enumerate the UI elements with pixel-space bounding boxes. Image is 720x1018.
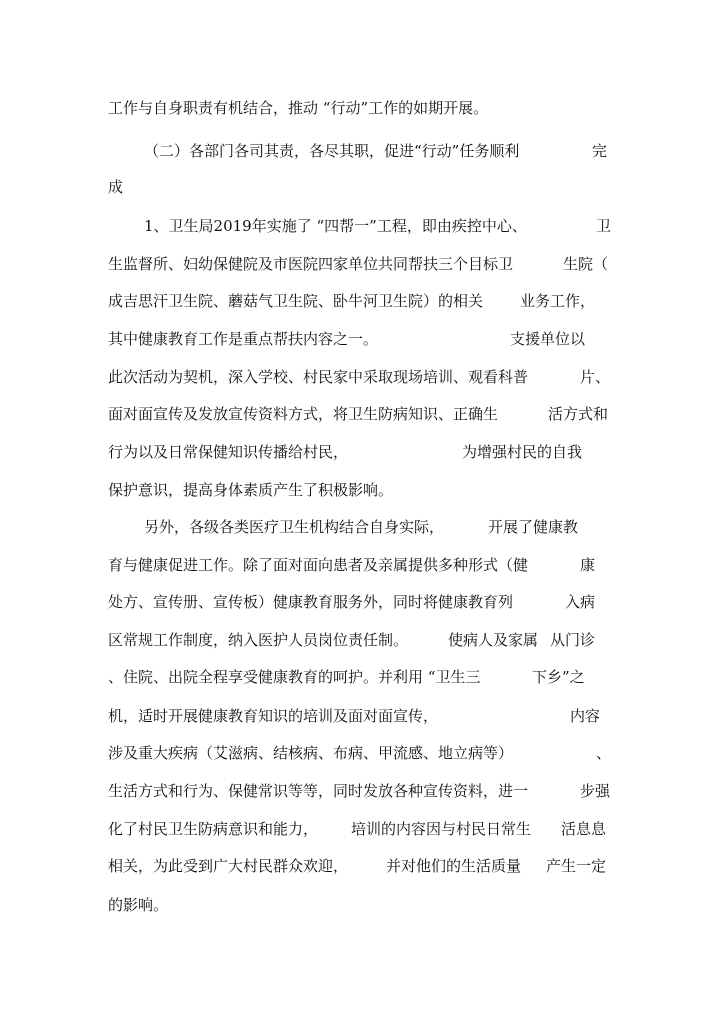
line-segment: 1、卫生局2019年实施了 “四帮一”工程，即由疾控中心、: [144, 217, 527, 235]
line-segment: 、住院、出院全程享受健康教育的呵护。并利用 “卫生三: [108, 668, 481, 686]
line-segment: 化了村民卫生防病意识和能力，: [108, 820, 319, 838]
line-segment: 行为以及日常保健知识传播给村民，: [108, 443, 349, 461]
text-line: [0, 440, 720, 464]
line-segment: 成: [108, 178, 124, 196]
line-segment: 此次活动为契机，深入学校、村民家中采取现场培训、观看科普: [108, 368, 529, 386]
line-segment: 并对他们的生活质量: [386, 857, 522, 875]
line-segment: 成吉思汗卫生院、蘑菇气卫生院、卧牛河卫生院）的相关: [108, 292, 484, 310]
line-segment: 开展了健康教: [488, 518, 579, 536]
line-segment: 保护意识，提高身体素质产生了积极影响。: [108, 481, 394, 499]
line-segment: 下乡”之: [532, 668, 585, 686]
line-segment: 康: [580, 556, 596, 574]
text-line: [0, 590, 720, 614]
line-segment: 产生一定: [546, 857, 607, 875]
text-line: [0, 779, 720, 803]
line-segment: 活方式和: [548, 405, 609, 423]
text-line: [0, 515, 720, 539]
line-segment: 业务工作，: [520, 292, 596, 310]
text-line: [0, 704, 720, 728]
text-line: [0, 139, 720, 163]
line-segment: 其中健康教育工作是重点帮扶内容之一。: [108, 330, 379, 348]
line-segment: 完: [592, 142, 608, 160]
line-segment: 培训的内容因与村民日常生: [351, 820, 532, 838]
line-segment: 活息息: [561, 820, 607, 838]
text-line: [0, 365, 720, 389]
text-line: [0, 893, 720, 917]
line-segment: （二）各部门各司其责，各尽其职，促进“行动”任务顺利: [144, 142, 520, 160]
line-segment: 生监督所、妇幼保健院及市医院四家单位共同帮扶三个目标卫: [108, 255, 514, 273]
line-segment: 的影响。: [108, 896, 169, 914]
text-line: [0, 854, 720, 878]
text-line: [0, 402, 720, 426]
line-segment: 生院（: [563, 255, 609, 273]
text-line: [0, 252, 720, 276]
line-segment: 步强: [580, 782, 611, 800]
line-segment: 生活方式和行为、保健常识等等，同时发放各种宣传资料，进一: [108, 782, 529, 800]
line-segment: 从门诊: [550, 631, 596, 649]
text-line: [0, 478, 720, 502]
line-segment: 育与健康促进工作。除了面对面向患者及亲属提供多种形式（健: [108, 556, 529, 574]
line-segment: 入病: [565, 593, 596, 611]
text-line: [0, 553, 720, 577]
text-line: [0, 628, 720, 652]
line-segment: 机，适时开展健康教育知识的培训及面对面宣传，: [108, 707, 439, 725]
text-line: [0, 214, 720, 238]
line-segment: 、: [596, 744, 612, 762]
text-line: [0, 96, 720, 120]
text-line: [0, 817, 720, 841]
line-segment: 支援单位以: [510, 330, 586, 348]
line-segment: 涉及重大疾病（艾滋病、结核病、布病、甲流感、地立病等）: [108, 744, 514, 762]
line-segment: 处方、宣传册、宣传板）健康教育服务外，同时将健康教育列: [108, 593, 514, 611]
line-segment: 片、: [580, 368, 611, 386]
line-segment: 区常规工作制度，纳入医护人员岗位责任制。: [108, 631, 409, 649]
text-line: [0, 289, 720, 313]
text-line: [0, 741, 720, 765]
text-line: [0, 327, 720, 351]
line-segment: 内容: [570, 707, 601, 725]
line-segment: 另外，各级各类医疗卫生机构结合自身实际，: [144, 518, 445, 536]
text-line: [0, 665, 720, 689]
line-segment: 工作与自身职责有机结合，推动 “行动”工作的如期开展。: [108, 99, 489, 117]
text-line: [0, 175, 720, 199]
line-segment: 使病人及家属: [448, 631, 539, 649]
line-segment: 为增强村民的自我: [462, 443, 583, 461]
line-segment: 面对面宣传及发放宣传资料方式，将卫生防病知识、正确生: [108, 405, 499, 423]
line-segment: 卫: [596, 217, 612, 235]
line-segment: 相关，为此受到广大村民群众欢迎，: [108, 857, 349, 875]
